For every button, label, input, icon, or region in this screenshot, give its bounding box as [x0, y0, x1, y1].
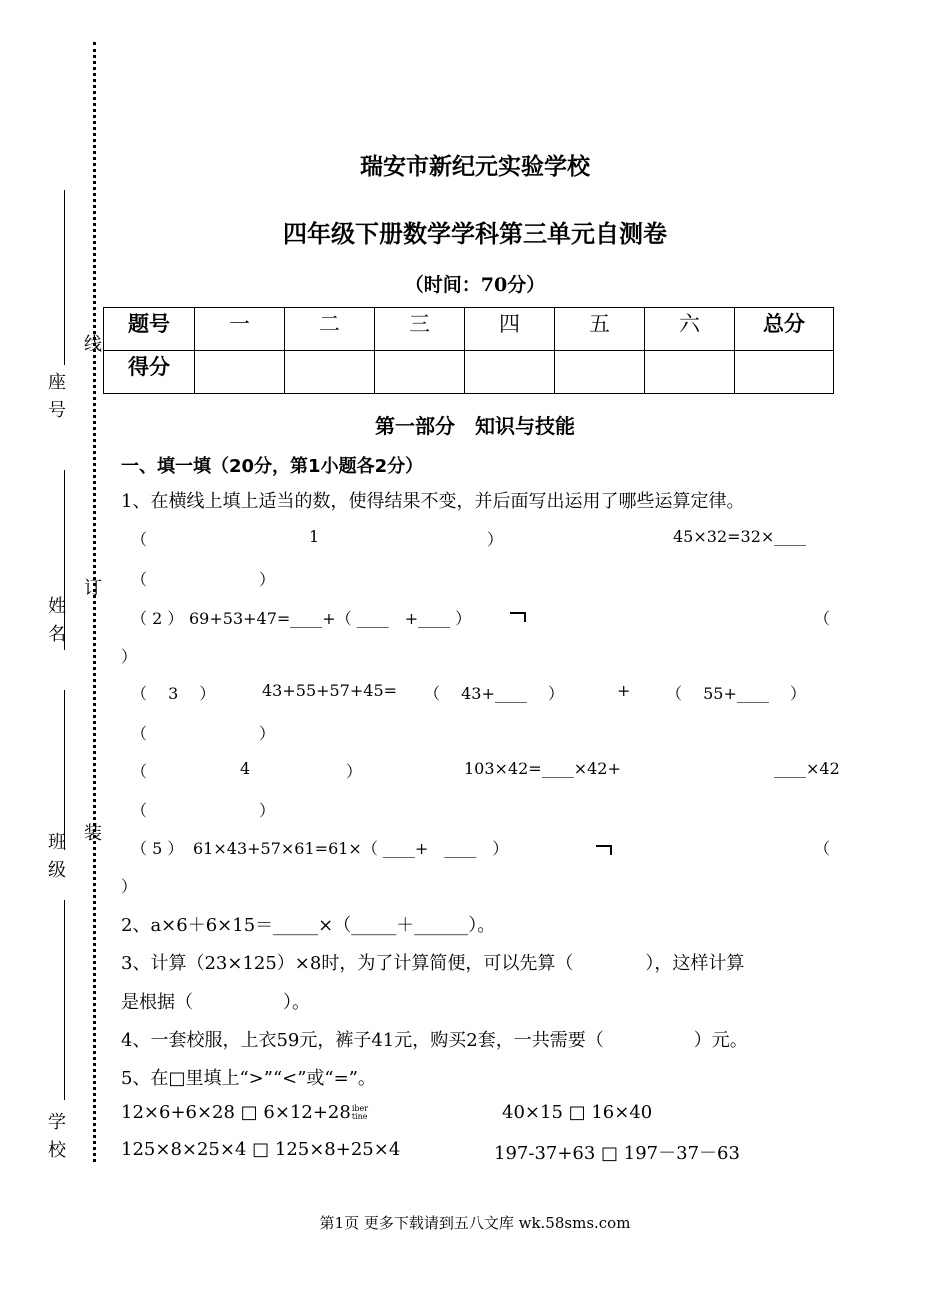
q1-5-law-open: （ [814, 839, 831, 858]
score-cell-4[interactable] [465, 351, 555, 394]
binding-dotted-line [93, 42, 96, 1162]
col-6: 六 [645, 308, 735, 351]
q1-3-group-1: （ 43+____ ） [424, 684, 564, 703]
q1-3-number: （ 3 ） [131, 684, 216, 703]
school-underline [64, 900, 65, 1100]
q1-1-open: （ [131, 530, 148, 549]
score-cell-1[interactable] [195, 351, 285, 394]
q1-1-close: ） [487, 530, 504, 549]
q1-1-expression: 45×32=32×____ [673, 527, 807, 546]
line-label: 线 [81, 334, 102, 352]
q2: 2、a×6＋6×15＝_____×（_____＋______）。 [121, 915, 496, 936]
q1-4-close: ） [346, 762, 363, 781]
school-title: 瑞安市新纪元实验学校 [360, 153, 590, 180]
q5-item-a-superscript: iber [351, 1104, 369, 1113]
q5-stem: 5、在□里填上“>”“<”或“=”。 [121, 1068, 376, 1089]
class-underline [64, 690, 65, 850]
row-label-score: 得分 [104, 351, 195, 394]
section-1-title: 一、填一填（20分，第1小题各2分） [121, 456, 424, 477]
col-3: 三 [375, 308, 465, 351]
q1-5-law-close: ） [121, 877, 138, 896]
name-label: 姓名 [45, 596, 66, 652]
q1-2-expression: 69+53+47=____+（ ____ +____ ） [189, 609, 472, 628]
q1-2-law-open: （ [814, 609, 831, 628]
col-2: 二 [285, 308, 375, 351]
q1-3-group-2: （ 55+____ ） [666, 684, 806, 703]
q1-5-bracket-mark [596, 845, 612, 855]
q1-5-expression: 61×43+57×61=61×（ ____+ ____ ） [193, 839, 509, 858]
school-label: 学校 [45, 1112, 66, 1168]
q5-item-c: 125×8×25×4 □ 125×8+25×4 [121, 1139, 401, 1160]
bind-label: 装 [81, 823, 102, 841]
q5-item-a-subscript: tine [351, 1112, 368, 1121]
q1-1-law-blank: （ ） [131, 570, 276, 589]
q1-5-number: （ 5 ） [131, 839, 184, 858]
order-label: 订 [81, 578, 102, 596]
exam-time: （时间：70分） [404, 274, 546, 296]
q1-4-number: 4 [240, 759, 251, 778]
q1-2-number: （ 2 ） [131, 609, 184, 628]
q5-item-a [121, 1102, 368, 1123]
col-5: 五 [555, 308, 645, 351]
col-4: 四 [465, 308, 555, 351]
seat-label: 座号 [45, 372, 66, 428]
q1-4-law-blank: （ ） [131, 801, 276, 820]
q1-3-law-blank: （ ） [131, 724, 276, 743]
score-table-header-row [104, 308, 834, 351]
q1-2-law-close: ） [121, 647, 138, 666]
q4: 4、一套校服，上衣59元，裤子41元，购买2套，一共需要（ ）元。 [121, 1030, 748, 1051]
page-footer: 第1页 更多下载请到五八文库 wk.58sms.com [319, 1214, 631, 1232]
score-table [103, 307, 834, 394]
score-cell-6[interactable] [645, 351, 735, 394]
score-cell-total[interactable] [735, 351, 834, 394]
q1-4-expression: 103×42=____×42+ [464, 759, 621, 778]
score-table-score-row [104, 351, 834, 394]
q1-2-bracket-mark [510, 612, 526, 622]
score-cell-3[interactable] [375, 351, 465, 394]
q3-line-1: 3、计算（23×125）×8时，为了计算简便，可以先算（ ），这样计算 [121, 953, 745, 974]
q5-item-d: 197-37+63 □ 197－37－63 [494, 1143, 740, 1164]
q1-3-expression: 43+55+57+45= [262, 681, 398, 700]
q1-stem: 1、在横线上填上适当的数，使得结果不变，并后面写出运用了哪些运算定律。 [121, 491, 745, 512]
q1-4-open: （ [131, 762, 148, 781]
q3-line-2: 是根据（ ）。 [121, 992, 310, 1013]
col-1: 一 [195, 308, 285, 351]
col-total: 总分 [735, 308, 834, 351]
exam-title: 四年级下册数学学科第三单元自测卷 [283, 220, 667, 248]
part-title: 第一部分 知识与技能 [375, 414, 575, 438]
class-label: 班级 [45, 832, 66, 888]
q5-item-b: 40×15 □ 16×40 [502, 1102, 653, 1123]
q1-3-plus: + [617, 681, 631, 700]
score-cell-5[interactable] [555, 351, 645, 394]
score-cell-2[interactable] [285, 351, 375, 394]
q1-4-expression-tail: ____×42 [774, 759, 840, 778]
q1-1-number: 1 [309, 527, 320, 546]
q5-item-a-text: 12×6+6×28 □ 6×12+28 [121, 1102, 351, 1123]
row-label-number: 题号 [104, 308, 195, 351]
